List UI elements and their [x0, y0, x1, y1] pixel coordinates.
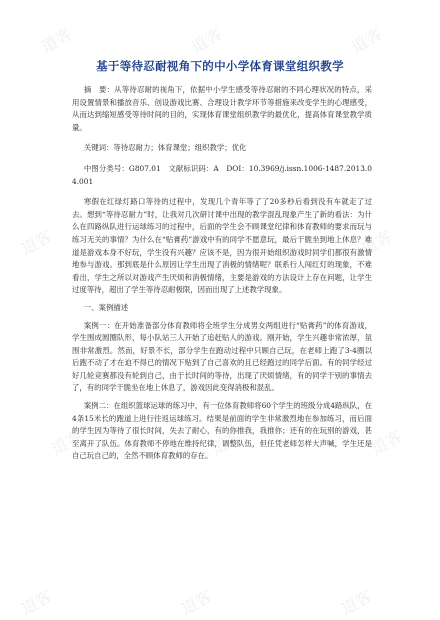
case-paragraph: 案例二：在组织篮球运球的练习中，有一位体育教师将60个学生的班级分成4路纵队，在4条15米长的跑道上进行往返运球练习。结果是前面的学生非常激烈地在参加练习，而后面的学生因为等待了很长时间，失去了耐心，有的你推我，我推你；还有的在玩别的游戏，甚至离开了队伍。体育教师不停地在维持纪律，调整队伍，但任凭老师怎样大声喊，学生还是自己玩自己的，全然不顾体育教师的存在。 — [72, 401, 372, 461]
watermark: 道客 — [177, 226, 216, 259]
watermark: 道客 — [47, 426, 86, 459]
watermark: 道客 — [337, 586, 376, 619]
case-paragraph: 案例一：在开始准备部分体育教师将全班学生分成男女两组进行“贴膏药”的体育游戏，学生围成圆圈队形，每小队站三人开始了追赶贴人的游戏。刚开始，学生兴趣非常浓厚，氛围非常激烈。然而，好景不长，部分学生在跑动过程中只顾自己玩，在老师上跑了3-4圈以后跑不动了才在迫不得已的情况下贴到了自己喜欢的且已经跑过的同学后面。有的同学经过好几轮竞赛都没有轮到自己，由于长时间的等待，出现了厌烦情绪，有的同学干别的事情去了，有的同学干脆坐在地上休息了，游戏因此变得消极和混乱。 — [72, 320, 372, 393]
watermark: 道客 — [207, 426, 246, 459]
watermark: 道客 — [367, 426, 406, 459]
paper-title: 基于等待忍耐视角下的中小学体育课堂组织教学 — [96, 59, 344, 73]
watermark: 道客 — [347, 24, 386, 57]
watermark: 道客 — [357, 226, 396, 259]
watermark: 道客 — [17, 226, 56, 259]
keywords: 关键词：等待忍耐力；体育课堂；组织教学；优化 — [83, 143, 247, 153]
section-heading: 一、案例描述 — [83, 302, 129, 312]
watermark: 道客 — [17, 586, 56, 619]
paper-body — [72, 84, 372, 463]
classification-info: 中图分类号：G807.01 文献标识码：A DOI：10.3969/j.issn.1006-1487.2013.04.001 — [72, 163, 372, 186]
watermark: 道客 — [177, 586, 216, 619]
watermark: 道客 — [37, 24, 76, 57]
intro-paragraph: 寒假在红绿灯路口等待的过程中，发现几个青年等了了20多秒后看到没有车就走了过去。想到“等待忍耐力”时，让我对几次研讨课中出现的教学混乱现象产生了新的看法：为什么在四路纵队进行运球练习的过程中，后面的学生会不顾课堂纪律和体育教师的要求而玩与练习无关的事情？为什么在“贴膏药”游戏中有的同学不愿意玩，最后干脆坐到地上休息？难道是游戏本身不好玩，学生没有兴趣？应该不是，因为很开始组织游戏时同学们都很有激情地参与游戏。那到底是什么原因让学生出现了消极的情绪呢？联系行人闯红灯的现象，不难看出，学生之所以对游戏产生厌烦和消极情绪，主要是游戏的方法设计上存在问题，让学生过度等待，超出了学生等待忍耐极限，因而出现了上述教学现象。 — [72, 197, 372, 295]
watermark: 道客 — [187, 24, 226, 57]
abstract: 摘 要：从等待忍耐的视角下，依据中小学生感受等待忍耐的不同心理状况的特点，采用设置情景和播放音乐、创设游戏比赛、合理设计教学环节等措施来改变学生的心理感受，从而达到缩短感受等待时间的目的，实现体育课堂组织教学的最优化，提高体育课堂教学质量。 — [72, 85, 372, 132]
